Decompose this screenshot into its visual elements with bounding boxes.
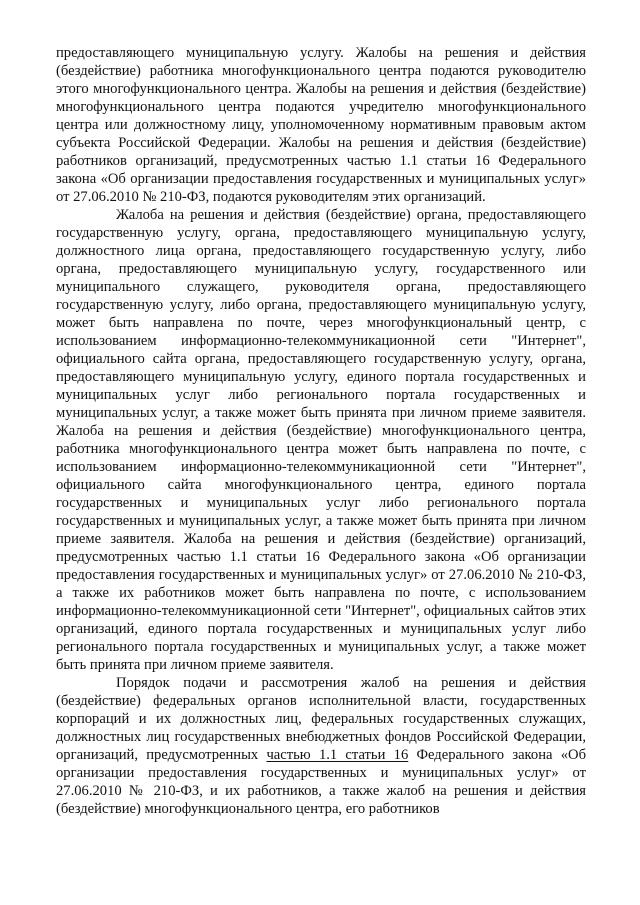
paragraph-text: Жалоба на решения и действия (бездействие) органа, предоставляющего государственную услугу, органа, предоставляющего муниципальную услугу, должностного лица органа, предоставляющего государственную услугу, либо органа, предоставляющего муниципальную услугу, государственного или муниципального служащего, руководителя органа, предоставляющего государственную услугу, либо органа, предоставляющего муниципальную услугу, может быть направлена по почте, через многофункциональный центр, с использованием информационно-телекоммуникационной сети "Интернет", официального сайта органа, предоставляющего государственную услугу, органа, предоставляющего муниципальную услугу, единого портала государственных и муниципальных услуг либо регионального портала государственных и муниципальных услуг, а также может быть принята при личном приеме заявителя. Жалоба на решения и действия (бездействие) многофункционального центра, работника многофункционального центра может быть направлена по почте, с использованием информационно-телекоммуникационной сети "Интернет", официального сайта многофункционального центра, единого портала государственных и муниципальных услуг либо регионального портала государственных и муниципальных услуг, а также может быть принята при личном приеме заявителя. Жалоба на решения и действия (бездействие) организаций, предусмотренных частью 1.1 статьи 16 Федерального закона «Об организации предоставления государственных и муниципальных услуг» от 27.06.2010 № 210-ФЗ, а также их работников может быть направлена по почте, с использованием информационно-телекоммуникационной сети "Интернет", официальных сайтов этих организаций, единого портала государственных и муниципальных услуг либо регионального портала государственных и муниципальных услуг, а также может быть принята при личном приеме заявителя.: [56, 207, 586, 673]
paragraph-text: Порядок подачи и рассмотрения жалоб на решения и действия (бездействие) федеральных органов исполнительной власти, государственных корпораций и их должностных лиц, федеральных государственных служащих, должностных лиц государственных внебюджетных фондов Российской Федерации, организаций, предусмотренных: [56, 675, 586, 763]
paragraph-complaint-channels: [56, 206, 586, 674]
paragraph-complaint-submission: [56, 44, 586, 206]
document-body: [56, 44, 586, 818]
paragraph-text: Федерального закона «Об организации предоставления государственных и муниципальных услуг» от 27.06.2010 № 210-ФЗ, и их работников, а также жалоб на решения и действия (бездействие) многофункционального центра, его работников: [56, 747, 586, 817]
law-article-link[interactable]: частью 1.1 статьи 16: [266, 747, 409, 763]
paragraph-complaint-procedure: [56, 674, 586, 818]
paragraph-text: предоставляющего муниципальную услугу. Жалобы на решения и действия (бездействие) работника многофункционального центра подаются руководителю этого многофункционального центра. Жалобы на решения и действия (бездействие) многофункционального центра подаются учредителю многофункционального центра или должностному лицу, уполномоченному нормативным правовым актом субъекта Российской Федерации. Жалобы на решения и действия (бездействие) работников организаций, предусмотренных частью 1.1 статьи 16 Федерального закона «Об организации предоставления государственных и муниципальных услуг» от 27.06.2010 № 210-ФЗ, подаются руководителям этих организаций.: [56, 45, 586, 205]
